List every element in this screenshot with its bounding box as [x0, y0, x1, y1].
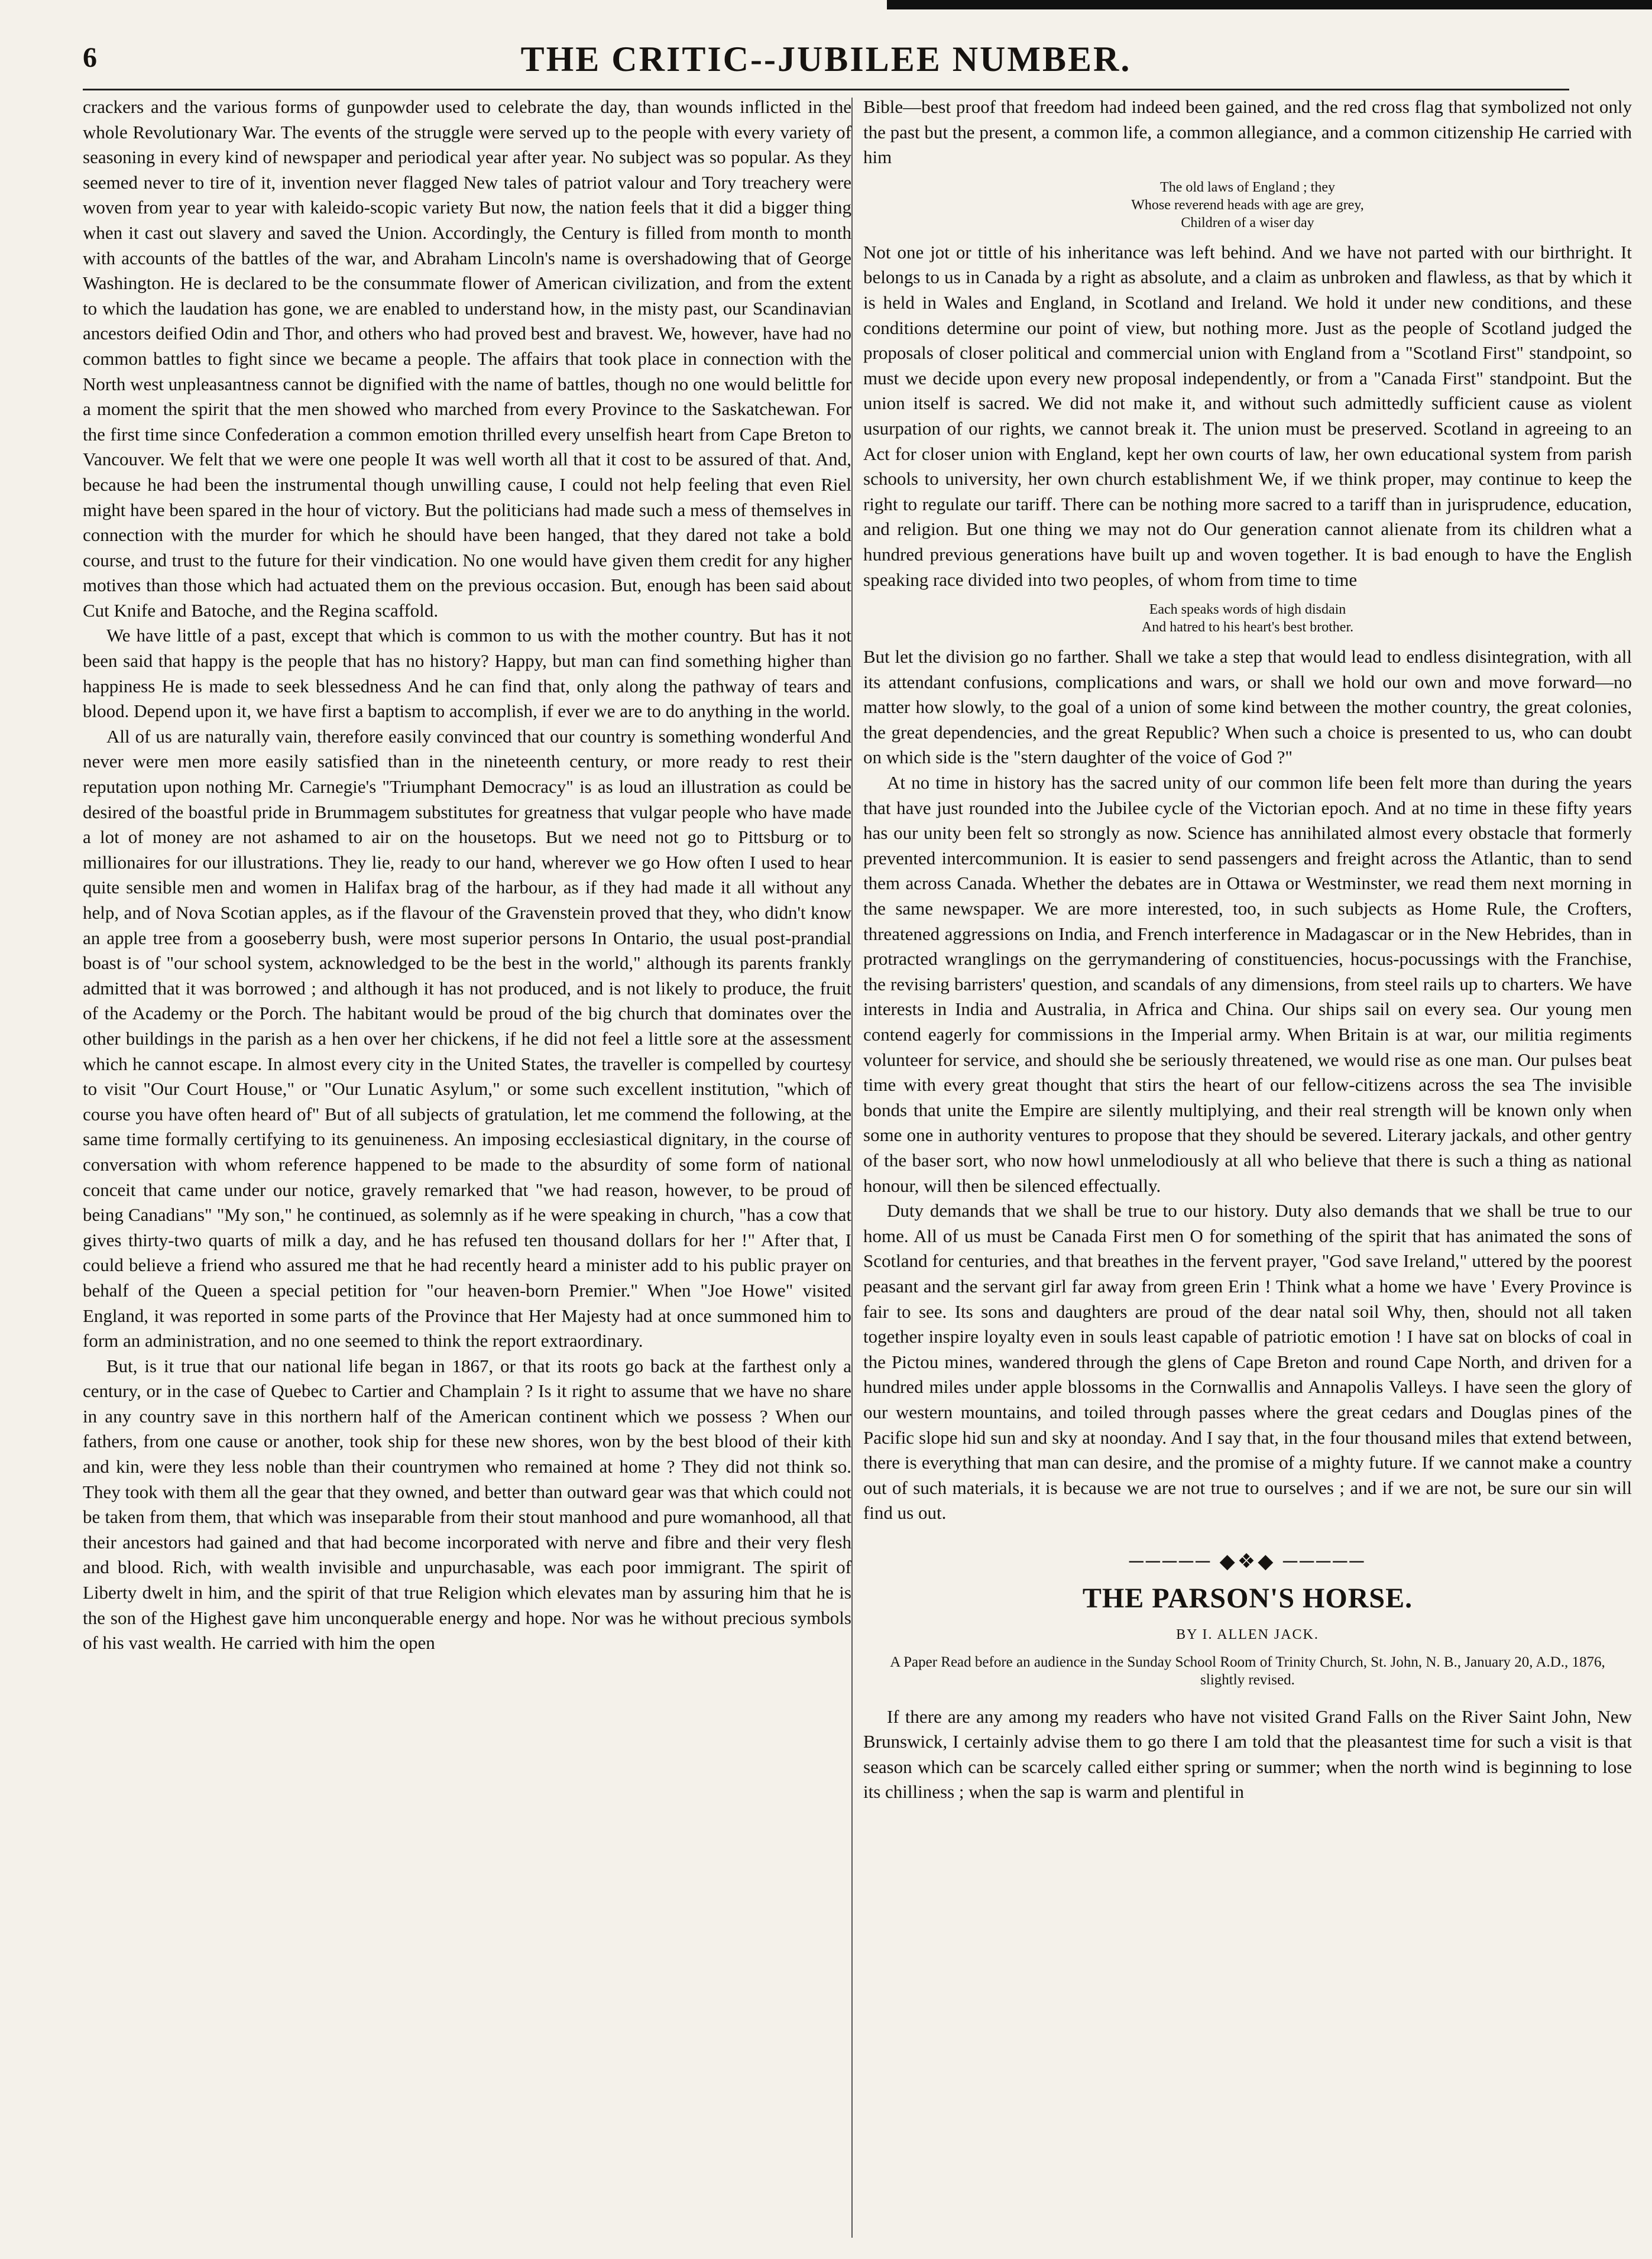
paragraph: Duty demands that we shall be true to our history. Duty also demands that we shall be true to our home. All of us must be Canada First men O for something of the spirit that has animated the sons of Scotland for centuries, and that breathes in the fervent prayer, "God save Ireland," uttered by the poorest peasant and the servant girl far away from green Erin ! Think what a home we have ' Every Province is fair to see. Its sons and daughters are proud of the dear natal soil Why, then, should not all taken together inspire loyalty even in souls least capable of patriotic emotion ! I have sat on blocks of coal in the Pictou mines, wandered through the glens of Cape Breton and round Cape North, and driven for a hundred miles under apple blossoms in the Cornwallis and Annapolis Valleys. I have seen the glory of our western mountains, and toiled through passes where the great cedars and Douglas pines of the Pacific slope hid sun and sky at noonday. And I say that, in the four thousand miles that extend between, there is everything that man can desire, and the promise of a mighty future. If we cannot make a country out of such materials, it is because we are not true to ourselves ; and if we are not, be sure our sin will find us out.: [863, 1200, 1632, 1524]
verse-line: Each speaks words of high disdain: [1149, 602, 1346, 618]
article-title: THE PARSON'S HORSE.: [1082, 1583, 1413, 1615]
page-header: [83, 35, 1569, 83]
article-byline: BY I. ALLEN JACK.: [1176, 1627, 1319, 1643]
verse-quote: [863, 601, 1632, 636]
paragraph: We have little of a past, except that which is common to us with the mother country. But has it not been said that happy is the people that has no history? Happy, but man can find something higher than happiness He is made to seek blessedness And he can find that, only along the pathway of tears and blood. Depend upon it, we have first a baptism to accomplish, if ever we are to do anything in the world.: [83, 625, 851, 722]
paragraph: If there are any among my readers who have not visited Grand Falls on the River Saint John, New Brunswick, I certainly advise them to go there I am told that the pleasantest time for such a visit is that season which can be scarcely called either spring or summer; when the north wind is beginning to lose its chilliness ; when the sap is warm and plentiful in: [863, 1706, 1632, 1803]
verse-quote: [863, 179, 1632, 232]
verse-line: Whose reverend heads with age are grey,: [1131, 197, 1364, 213]
top-edge-rule: [887, 0, 1652, 9]
right-column: [863, 95, 1632, 1805]
article-subtitle: A Paper Read before an audience in the Sunday School Room of Trinity Church, St. John, N. B., January 20, A.D., 1876, slightly revised.: [890, 1654, 1605, 1688]
paragraph: All of us are naturally vain, therefore easily convinced that our country is something wonderful And never were men more easily satisfied than in the nineteenth century, or more ready to rest their reputation upon nothing Mr. Carnegie's "Triumphant Democracy" is as loud an illustration as could be desired of the boastful pride in Brummagem substitutes for greatness that vulgar people who have made a lot of money are not ashamed to air on the housetops. But we need not go to Pittsburg or to millionaires for our illustrations. They lie, ready to our hand, wherever we go How often I used to hear quite sensible men and women in Halifax brag of the harbour, as if they had made it all without any help, and of Nova Scotian apples, as if the flavour of the Gravenstein proved that they, who didn't know an apple tree from a gooseberry bush, were most superior persons In Ontario, the usual post-prandial boast is of "our school system, acknowledged to be the best in the world," although its parents frankly admitted that it was borrowed ; and although it has not produced, and is not likely to produce, the fruit of the Academy or the Porch. The habitant would be proud of the big church that dominates over the other buildings in the parish as a hen over her chickens, if he did not feel a little sore at the assessment which he cannot escape. In almost every city in the United States, the traveller is compelled by courtesy to visit "Our Court House," or "Our Lunatic Asylum," or some such excellent institution, "which of course you have often heard of" But of all subjects of gratulation, let me commend the following, at the same time formally certifying to its genuineness. An imposing ecclesiastical dignitary, in the course of conversation with whom reference happened to be made to the absurdity of some form of national conceit that came under our notice, gravely remarked that "we had reason, however, to be proud of being Canadians" "My son," he continued, as solemnly as if he were speaking in church, "has a cow that gives thirty-two quarts of milk a day, and he has refused ten thousand dollars for her !" After that, I could believe a friend who assured me that he had recently heard a minister add to his public prayer on behalf of the Queen a special petition for "our heaven-born Premier." When "Joe Howe" visited England, it was reported in some parts of the Province that Her Majesty had at once summoned him to form an administration, and no one seemed to think the report extraordinary.: [83, 725, 851, 1351]
verse-line: And hatred to his heart's best brother.: [1141, 620, 1354, 636]
paragraph: Bible—best proof that freedom had indeed been gained, and the red cross flag that symbolized not only the past but the present, a common life, a common allegiance, and a common citizenship He carried with him: [863, 96, 1632, 168]
paragraph: At no time in history has the sacred unity of our common life been felt more than during the years that have just rounded into the Jubilee cycle of the Victorian epoch. And at no time in these fifty years has our unity been felt so strongly as now. Science has annihilated almost every obstacle that formerly prevented intercommunion. It is easier to send passengers and freight across the Atlantic, than to send them across Canada. Whether the debates are in Ottawa or Westminster, we read them next morning in the same newspaper. We are more interested, too, in such subjects as Home Rule, the Crofters, threatened aggressions on India, and French interference in Madagascar or in the New Hebrides, than in protracted wranglings on the gerrymandering of constituencies, hocus-pocussings with the Franchise, the revising barristers' question, and scandals of any dimensions, from steel rails up to charters. We have interests in India and Australia, in Africa and China. Our ships sail on every sea. Our young men contend eagerly for commissions in the Imperial army. When Britain is at war, our militia regiments volunteer for service, and should she be seriously threatened, we would rise as one man. Our pulses beat time with every great thought that stirs the heart of our fellow-citizens across the sea The invisible bonds that unite the Empire are silently multiplying, and their real strength will be known only when some one in authority ventures to propose that they should be severed. Literary jackals, and other gentry of the baser sort, who now howl unmelodiously at all who believe that there is such a thing as national honour, will then be silenced effectually.: [863, 772, 1632, 1196]
ornament-divider: ───── ◆❖◆ ─────: [1129, 1550, 1366, 1573]
paragraph: But let the division go no farther. Shall we take a step that would lead to endless disintegration, with all its attendant confusions, complications and wars, or shall we hold our own and move forward—no matter how slowly, to the goal of a union of some kind between the mother country, the great colonies, the great dependencies, and the great Republic? When such a choice is presented to us, who can doubt on which side is the "stern daughter of the voice of God ?": [863, 646, 1632, 768]
verse-line: The old laws of England ; they: [1160, 179, 1335, 195]
paragraph: But, is it true that our national life began in 1867, or that its roots go back at the farthest only a century, or in the case of Quebec to Cartier and Champlain ? Is it right to assume that we have no share in any country save in this northern half of the American continent which we possess ? When our fathers, from one cause or another, took ship for these new shores, won by the best blood of their kith and kin, were they less noble than their countrymen who remained at home ? They did not think so. They took with them all the gear that they owned, and better than outward gear was that which could not be taken from them, that which was inseparable from their stout manhood and pure womanhood, all that their ancestors had gained and that had become incorporated with nerve and fibre and their very flesh and blood. Rich, with wealth invisible and unpurchasable, was each poor immigrant. The spirit of Liberty dwelt in him, and the spirit of that true Religion which elevates man by assuring him that he is the son of the Highest gave him unconquerable energy and hope. Nor was he without precious symbols of his vast wealth. He carried with him the open: [83, 1355, 851, 1654]
left-column: [83, 95, 851, 1656]
paragraph: crackers and the various forms of gunpowder used to celebrate the day, than wounds inflicted in the whole Revolutionary War. The events of the struggle were served up to the people with every variety of seasoning in every kind of newspaper and periodical year after year. No subject was so popular. As they seemed never to tire of it, invention never flagged New tales of patriot valour and Tory treachery were woven from year to year with kaleido-scopic variety But now, the nation feels that it did a bigger thing when it cast out slavery and saved the Union. Accordingly, the Century is filled from month to month with accounts of the battles of the war, and Abraham Lincoln's name is overshadowing that of George Washington. He is declared to be the consummate flower of American civilization, and from the extent to which the laudation has gone, we are enabled to understand how, in the misty past, our Scandinavian ancestors deified Odin and Thor, and others who had proved best and bravest. We, however, have had no common battles to fight since we became a people. The affairs that took place in connection with the North west unpleasantness cannot be dignified with the name of battles, though no one would belittle for a moment the spirit that the men showed who marched from every Province to the Saskatchewan. For the first time since Confederation a common emotion thrilled every unselfish heart from Cape Breton to Vancouver. We felt that we were one people It was well worth all that it cost to be assured of that. And, because he had been the instrumental though unwilling cause, I could not help feeling that even Riel might have been spared in the hour of victory. But the politicians had made such a mess of themselves in connection with the murder for which he should have been hanged, that they dared not take a bold course, and trust to the future for their vindication. No one would have given them credit for any higher motives than those which had actuated them on the previous occasion. But, enough has been said about Cut Knife and Batoche, and the Regina scaffold.: [83, 96, 851, 621]
paragraph: Not one jot or tittle of his inheritance was left behind. And we have not parted with our birthright. It belongs to us in Canada by a right as absolute, and a claim as unbroken and flawless, as that by which it is held in Wales and England, in Scotland and Ireland. We hold it under new conditions, and these conditions determine our point of view, but nothing more. Just as the people of Scotland judged the proposals of closer political and commercial union with England from a "Scotland First" standpoint, so must we decide upon every new proposal independently, or from a "Canada First" standpoint. But the union itself is sacred. We did not make it, and without such admittedly sufficient cause as violent usurpation of our rights, we cannot break it. The union must be preserved. Scotland in agreeing to an Act for closer union with England, kept her own courts of law, her own educational system from parish schools to university, her own church establishment We, if we think proper, may continue to keep the right to regulate our tariff. There can be nothing more sacred to a tariff than in jurisprudence, education, and religion. But one thing we may not do Our generation cannot alienate from its children what a hundred previous generations have built up and woven together. It is bad enough to have the English speaking race divided into two peoples, of whom from time to time: [863, 241, 1632, 590]
header-rule: [83, 89, 1569, 90]
column-divider: [851, 98, 853, 2238]
verse-line: Children of a wiser day: [1181, 215, 1314, 231]
page-number: 6: [83, 42, 97, 73]
running-head: THE CRITIC--JUBILEE NUMBER.: [520, 40, 1132, 79]
